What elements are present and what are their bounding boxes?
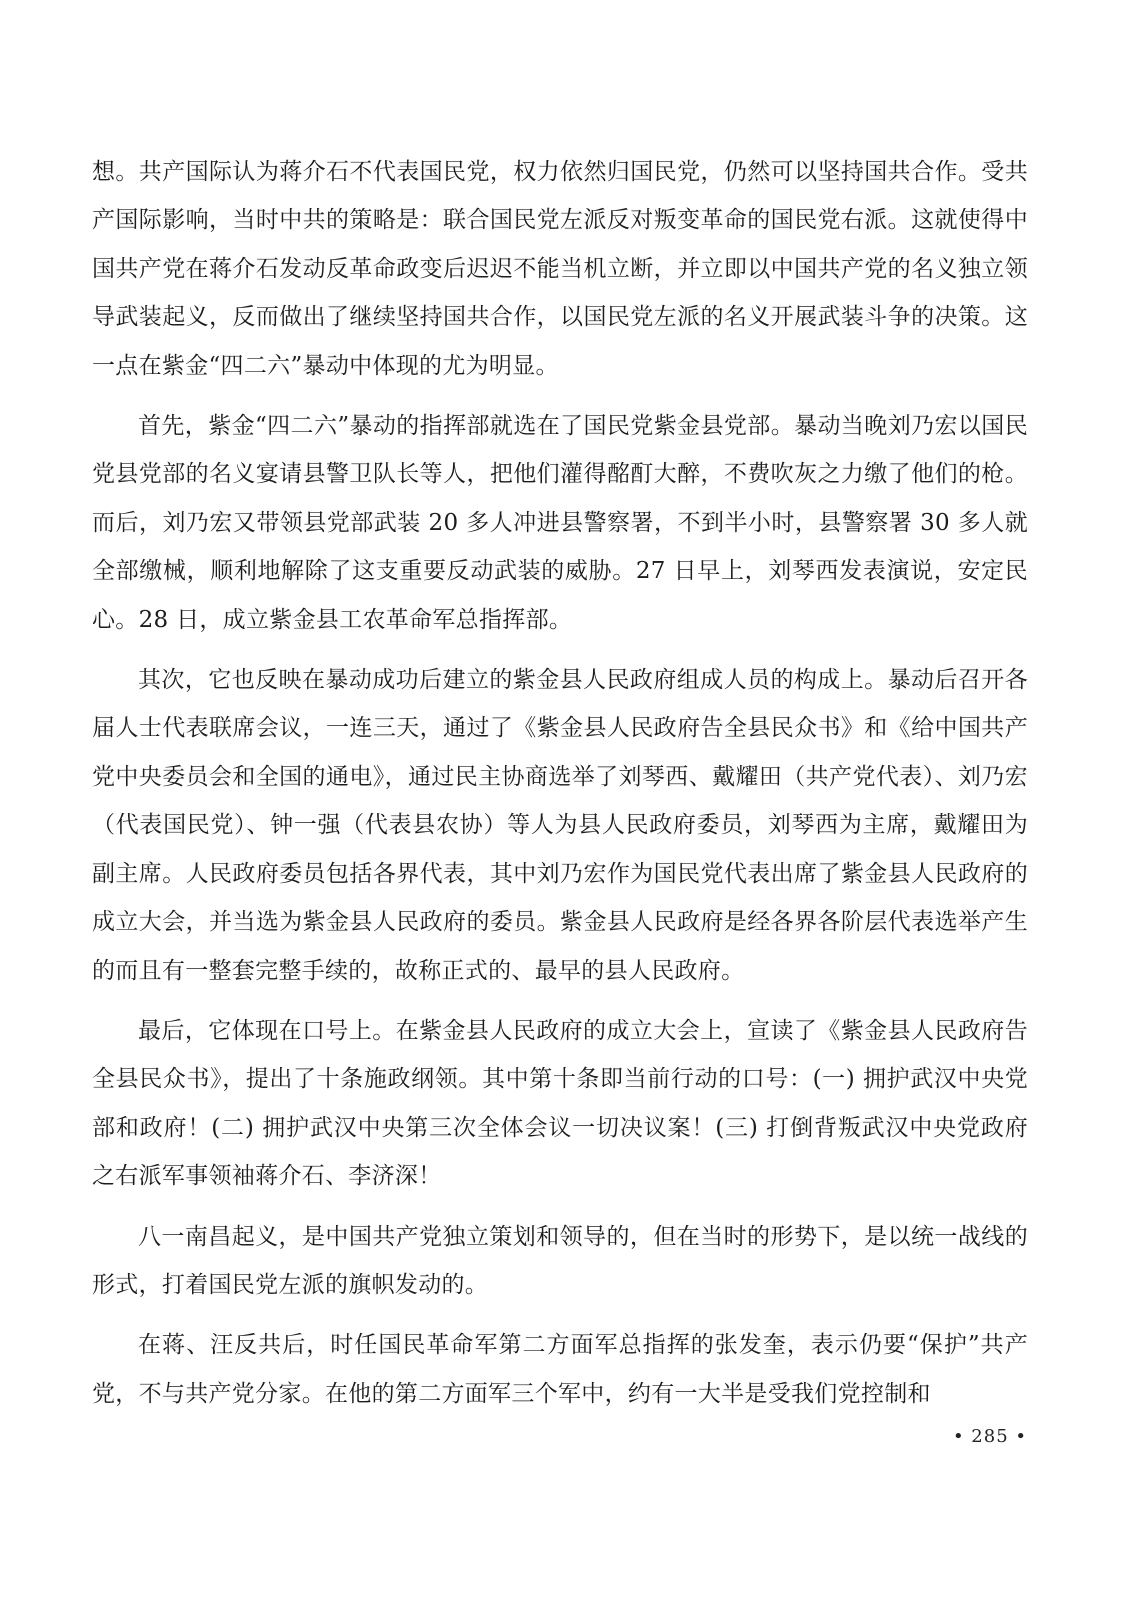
paragraph-1: 想。共产国际认为蒋介石不代表国民党，权力依然归国民党，仍然可以坚持国共合作。受共产国际影响，当时中共的策略是：联合国民党左派反对叛变革命的国民党右派。这就使得中国共产党在蒋介石发动反革命政变后迟迟不能当机立断，并立即以中国共产党的名义独立领导武装起义，反而做出了继续坚持国共合作，以国民党左派的名义开展武装斗争的决策。这一点在紫金“四二六”暴动中体现的尤为明显。 — [92, 159, 1028, 379]
paragraph-4: 最后，它体现在口号上。在紫金县人民政府的成立大会上，宣读了《紫金县人民政府告全县民众书》，提出了十条施政纲领。其中第十条即当前行动的口号：(一) 拥护武汉中央党部和政府！(二) 拥护武汉中央第三次全体会议一切决议案！(三) 打倒背叛武汉中央党政府之右派军事领袖蒋介石、李济深！ — [92, 1017, 1028, 1190]
page-number: • 285 • — [952, 1426, 1027, 1447]
paragraph-2: 首先，紫金“四二六”暴动的指挥部就选在了国民党紫金县党部。暴动当晚刘乃宏以国民党县党部的名义宴请县警卫队长等人，把他们灌得酩酊大醉，不费吹灰之力缴了他们的枪。而后，刘乃宏又带领县党部武装 20 多人冲进县警察署，不到半小时，县警察署 30 多人就全部缴械，顺利地解除了这支重要反动武装的威胁。27 日早上，刘琴西发表演说，安定民心。28 日，成立紫金县工农革命军总指挥部。 — [92, 413, 1028, 633]
paragraph-6: 在蒋、汪反共后，时任国民革命军第二方面军总指挥的张发奎，表示仍要“保护”共产党，不与共产党分家。在他的第二方面军三个军中，约有一大半是受我们党控制和 — [92, 1332, 1028, 1407]
paragraph-3: 其次，它也反映在暴动成功后建立的紫金县人民政府组成人员的构成上。暴动后召开各届人士代表联席会议，一连三天，通过了《紫金县人民政府告全县民众书》和《给中国共产党中央委员会和全国的通电》，通过民主协商选举了刘琴西、戴耀田（共产党代表）、刘乃宏（代表国民党）、钟一强（代表县农协）等人为县人民政府委员，刘琴西为主席，戴耀田为副主席。人民政府委员包括各界代表，其中刘乃宏作为国民党代表出席了紫金县人民政府的成立大会，并当选为紫金县人民政府的委员。紫金县人民政府是经各界各阶层代表选举产生的而且有一整套完整手续的，故称正式的、最早的县人民政府。 — [92, 667, 1028, 984]
paragraph-5: 八一南昌起义，是中国共产党独立策划和领导的，但在当时的形势下，是以统一战线的形式，打着国民党左派的旗帜发动的。 — [92, 1223, 1028, 1298]
body-text — [92, 148, 1028, 1430]
